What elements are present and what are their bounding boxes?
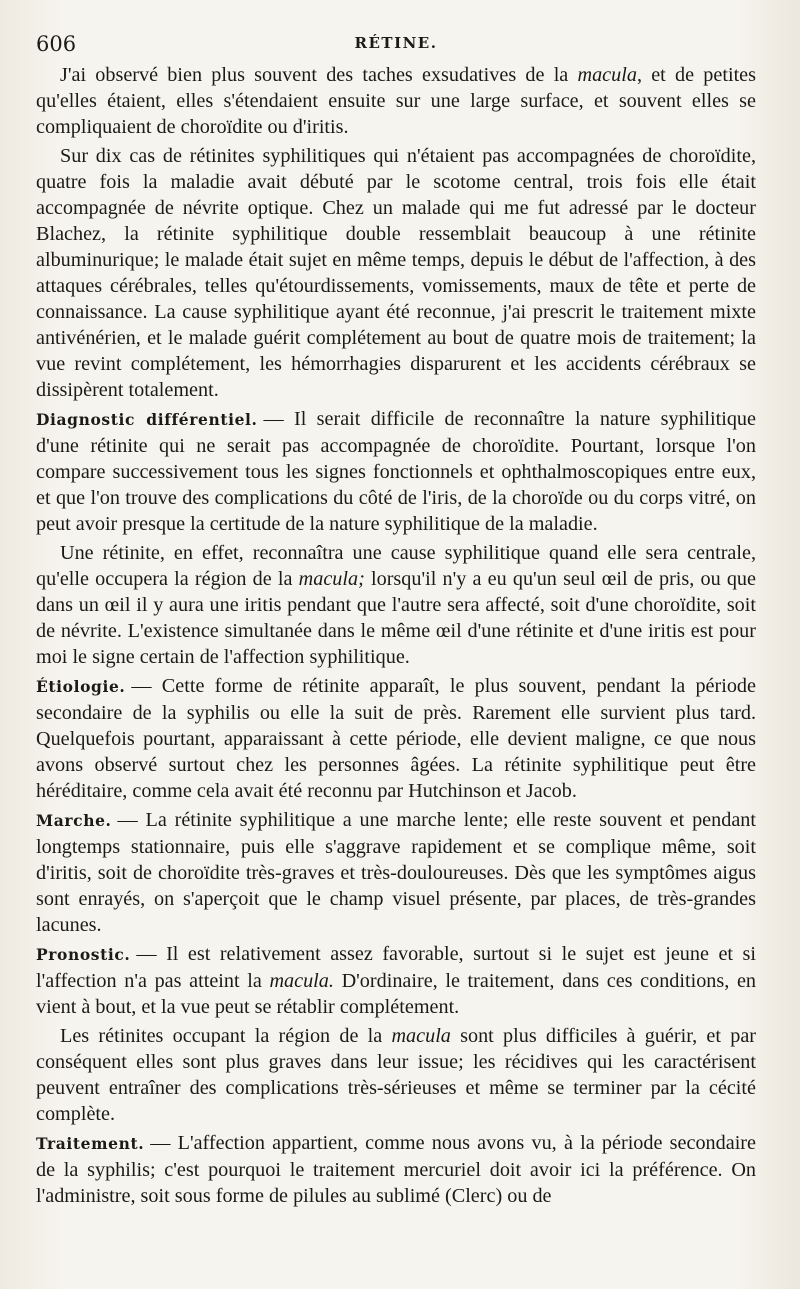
italic-term: macula (391, 1025, 451, 1047)
italic-term: macula; (298, 568, 365, 590)
text-run: Les rétinites occupant la région de la (60, 1025, 392, 1047)
paragraph (36, 406, 756, 537)
page-header (36, 28, 756, 58)
text-run: lorsqu'il n'y a eu qu'un seul œil de pris, ou que dans un œil il y aura une iritis pendant que l'autre sera affecté, soit d'une choroïdite, soit de névrite. L'existence simultanée dans le même œil d'une rétinite et d'une iritis est pour moi le signe certain de l'affection syphilitique. (36, 568, 756, 668)
text-run: , et de petites qu'elles étaient, elles s'étendaient ensuite sur une large surface, et souvent elles se compliquaient de choroïdite ou d'iritis. (36, 64, 756, 138)
text-run: sont plus difficiles à guérir, et par conséquent elles sont plus graves dans leur issue; les récidives qui les caractérisent peuvent entraîner des complications très-sérieuses et même se terminer par la cécité complète. (36, 1025, 756, 1125)
section-heading: Traitement. (36, 1134, 145, 1153)
section-heading: Marche. (36, 811, 112, 830)
text-run: — Cette forme de rétinite apparaît, le plus souvent, pendant la période secondaire de la syphilis ou elle la suit de près. Rarement elle survient plus tard. Quelquefois pourtant, apparaissant à cette période, elle devient maligne, ce que nous avons observé surtout chez les personnes âgées. La rétinite syphilitique peut être héréditaire, comme cela avait été reconnu par Hutchinson et Jacob. (36, 675, 756, 802)
text-run: Sur dix cas de rétinites syphilitiques qui n'étaient pas accompagnées de choroïdite, quatre fois la maladie avait débuté par le scotome central, trois fois elle était accompagnée de névrite optique. Chez un malade qui me fut adressé par le docteur Blachez, la rétinite syphilitique double ressemblait beaucoup à une rétinite albuminurique; le malade était sujet en même temps, depuis le début de l'affection, à des attaques cérébrales, telles qu'étourdissements, vomissements, maux de tête et perte de connaissance. La cause syphilitique ayant été reconnue, j'ai prescrit le traitement mixte antivénérien, et le malade guérit complétement au bout de quatre mois de traitement; la vue revint complétement, les hémorrhagies disparurent et les accidents cérébraux se dissipèrent totalement. (36, 145, 756, 401)
section-heading: Diagnostic différentiel. (36, 410, 258, 429)
section-heading: Étiologie. (36, 677, 126, 696)
text-run: Une rétinite, en effet, reconnaîtra une cause syphilitique quand elle sera centrale, qu'elle occupera la région de la (36, 542, 756, 590)
text-run: D'ordinaire, le traitement, dans ces conditions, en vient à bout, et la vue peut se rétablir complétement. (36, 970, 757, 1018)
running-title: RÉTINE. (354, 34, 438, 52)
page-number: 606 (36, 32, 77, 56)
paragraph (36, 143, 756, 403)
italic-term: macula (577, 64, 637, 86)
paragraph (36, 62, 756, 140)
paragraph (36, 807, 756, 938)
paragraph (36, 1023, 756, 1127)
text-run: — L'affection appartient, comme nous avons vu, à la période secondaire de la syphilis; c'est pourquoi le traitement mercuriel doit avoir ici la préférence. On l'administre, soit sous forme de pilules au sublimé (Clerc) ou de (36, 1132, 756, 1207)
text-run: — Il est relativement assez favorable, surtout si le sujet est jeune et si l'affection n'a pas atteint la (36, 943, 756, 992)
section-heading: Pronostic. (36, 945, 131, 964)
text-run: — Il serait difficile de reconnaître la nature syphilitique d'une rétinite qui ne serait pas accompagnée de choroïdite. Pourtant, lorsque l'on compare successivement tous les signes fonctionnels et ophthalmoscopiques entre eux, et que l'on trouve des complications du côté de l'iris, de la choroïde ou du corps vitré, on peut avoir presque la certitude de la nature syphilitique de la maladie. (36, 408, 756, 535)
body-text (36, 62, 756, 1209)
text-run: — La rétinite syphilitique a une marche lente; elle reste souvent et pendant longtemps stationnaire, puis elle s'aggrave rapidement et se complique même, soit d'iritis, soit de choroïdite très-graves et très-douloureuses. Dès que les symptômes aigus sont enrayés, on s'aperçoit que le champ visuel présente, par places, de très-grandes lacunes. (36, 809, 756, 936)
paragraph (36, 1130, 756, 1209)
paragraph (36, 540, 756, 670)
paragraph (36, 673, 756, 804)
paragraph (36, 941, 756, 1020)
italic-term: macula. (269, 970, 334, 992)
text-run: J'ai observé bien plus souvent des taches exsudatives de la (60, 64, 578, 86)
